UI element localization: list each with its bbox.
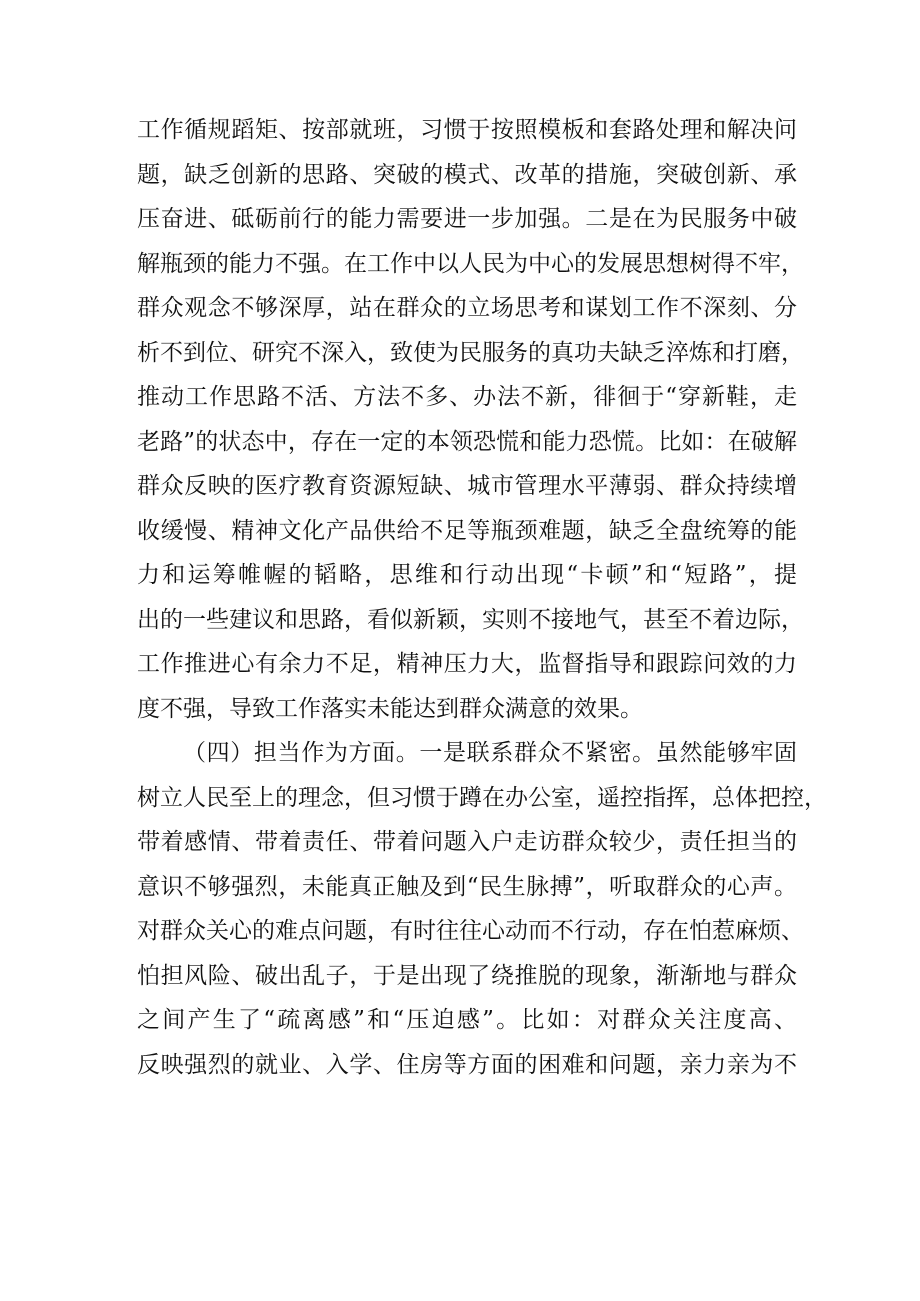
document-body [137, 108, 827, 1087]
paragraph-line: 力和运筹帷幄的韬略，思维和行动出现“卡顿”和“短路”，提 [137, 562, 797, 588]
paragraph-line: 工作推进心有余力不足，精神压力大，监督指导和跟踪问效的力 [137, 651, 797, 677]
paragraph-line: 工作循规蹈矩、按部就班，习惯于按照模板和套路处理和解决问 [137, 117, 797, 143]
paragraph-line: 推动工作思路不活、方法不多、办法不新，徘徊于“穿新鞋，走 [137, 384, 797, 410]
paragraph-line: 老路”的状态中，存在一定的本领恐慌和能力恐慌。比如：在破解 [137, 428, 797, 455]
paragraph-line: （四）担当作为方面。一是联系群众不紧密。虽然能够牢固 [183, 740, 797, 766]
paragraph-1 [137, 108, 804, 731]
paragraph-line: 出的一些建议和思路，看似新颖，实则不接地气，甚至不着边际， [137, 606, 804, 633]
paragraph-line: 反映强烈的就业、入学、住房等方面的困难和问题，亲力亲为不 [137, 1051, 797, 1078]
paragraph-line: 树立人民至上的理念，但习惯于蹲在办公室，遥控指挥，总体把控， [137, 784, 827, 811]
paragraph-line: 压奋进、砥砺前行的能力需要进一步加强。二是在为民服务中破 [137, 206, 797, 232]
paragraph-2 [137, 731, 827, 1087]
paragraph-line: 题，缺乏创新的思路、突破的模式、改革的措施，突破创新、承 [137, 161, 797, 188]
paragraph-line: 群众反映的医疗教育资源短缺、城市管理水平薄弱、群众持续增 [137, 473, 797, 499]
paragraph-line: 解瓶颈的能力不强。在工作中以人民为中心的发展思想树得不牢， [137, 250, 804, 277]
paragraph-line: 度不强，导致工作落实未能达到群众满意的效果。 [137, 695, 643, 722]
paragraph-line: 对群众关心的难点问题，有时往往心动而不行动，存在怕惹麻烦、 [137, 918, 804, 944]
paragraph-line: 析不到位、研究不深入，致使为民服务的真功夫缺乏淬炼和打磨， [137, 339, 804, 366]
paragraph-line: 怕担风险、破出乱子，于是出现了绕推脱的现象，渐渐地与群众 [137, 962, 797, 989]
paragraph-line: 之间产生了“疏离感”和“压迫感”。比如：对群众关注度高、 [137, 1007, 797, 1033]
paragraph-line: 群众观念不够深厚，站在群众的立场思考和谋划工作不深刻、分 [137, 295, 797, 321]
paragraph-line: 带着感情、带着责任、带着问题入户走访群众较少，责任担当的 [137, 829, 797, 855]
paragraph-line: 意识不够强烈，未能真正触及到“民生脉搏”，听取群众的心声。 [137, 873, 797, 900]
paragraph-line: 收缓慢、精神文化产品供给不足等瓶颈难题，缺乏全盘统筹的能 [137, 517, 797, 544]
